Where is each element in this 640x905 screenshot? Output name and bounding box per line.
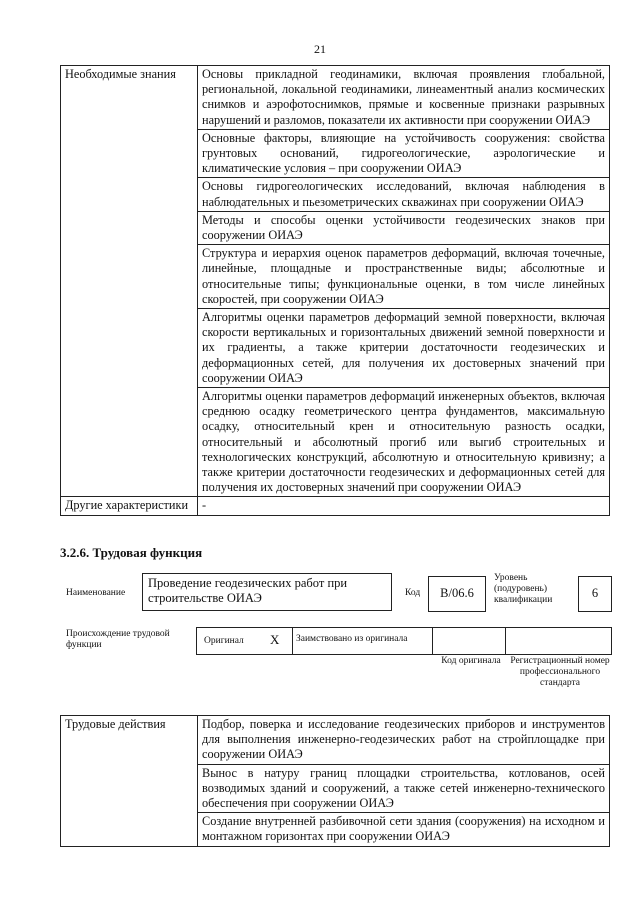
- original-label: Оригинал: [204, 636, 244, 646]
- knowledge-item: Методы и способы оценки устойчивости геодезических знаков при сооружении ОИАЭ: [198, 211, 610, 244]
- table-row: [61, 66, 610, 130]
- other-characteristics-value: -: [198, 497, 610, 515]
- code-value: В/06.6: [428, 576, 486, 612]
- knowledge-item: Основы гидрогеологических исследований, включая наблюдения в наблюдательных и пьезометрических скважинах при сооружении ОИАЭ: [198, 178, 610, 211]
- section-heading: 3.2.6. Трудовая функция: [60, 545, 203, 560]
- knowledge-item: Алгоритмы оценки параметров деформаций земной поверхности, включая скорости вертикальных и горизонтальных движений земной поверхности и их градиенты, а также критерии достаточности геодезических и деформационных сетей, для получения их достоверных значений при сооружении ОИАЭ: [198, 309, 610, 388]
- action-item: Подбор, поверка и исследование геодезических приборов и инструментов для выполнения инженерно-геодезических работ на стройплощадке при сооружении ОИАЭ: [198, 716, 610, 765]
- knowledge-label: Необходимые знания: [61, 66, 198, 497]
- original-mark: Х: [270, 632, 280, 647]
- code-original-caption: Код оригинала: [441, 656, 501, 666]
- reg-number-cell: [504, 627, 612, 655]
- knowledge-item: Структура и иерархия оценок параметров деформаций, включая точечные, линейные, площадные и пространственные виды; абсолютные и относительные типы; функциональные оценки, в том числе линейных скоростей, при сооружении ОИАЭ: [198, 245, 610, 309]
- level-label: Уровень (подуровень) квалификации: [494, 573, 553, 605]
- code-original-cell: [432, 627, 506, 655]
- table-row: [61, 497, 610, 515]
- table-row: [61, 716, 610, 765]
- action-item: Вынос в натуру границ площадки строительства, котлованов, осей возводимых зданий и сооружений, а также сетей инженерно-технического обеспечения при сооружении ОИАЭ: [198, 764, 610, 813]
- reg-number-caption: Регистрационный номер профессионального стандарта: [510, 656, 610, 688]
- knowledge-item: Основные факторы, влияющие на устойчивость сооружения: свойства грунтовых оснований, гидрогеологические, аэрологические и климатические условия – при сооружении ОИАЭ: [198, 129, 610, 178]
- name-label: Наименование: [66, 588, 126, 598]
- origin-label: Происхождение трудовой функции: [66, 629, 170, 650]
- function-name-value: Проведение геодезических работ при строительстве ОИАЭ: [142, 573, 392, 611]
- action-item: Создание внутренней разбивочной сети здания (сооружения) на исходном и монтажном горизонтах при сооружении ОИАЭ: [198, 813, 610, 846]
- level-value: 6: [578, 576, 612, 612]
- actions-table: [60, 715, 610, 847]
- actions-label: Трудовые действия: [61, 716, 198, 847]
- knowledge-table: [60, 65, 610, 516]
- code-label: Код: [405, 588, 421, 598]
- other-characteristics-label: Другие характеристики: [61, 497, 198, 515]
- knowledge-item: Основы прикладной геодинамики, включая проявления глобальной, региональной, локальной геодинамики, линеаментный анализ космических снимков и аэрофотоснимков, прямые и косвенные признаки разрывных нарушений и разломов, показатели их активности при сооружении ОИАЭ: [198, 66, 610, 130]
- borrowed-label: Заимствовано из оригинала: [296, 634, 408, 644]
- knowledge-item: Алгоритмы оценки параметров деформаций инженерных объектов, включая среднюю осадку геометрического центра фундаментов, максимальную осадку, относительный крен и относительную разность осадки, относительный и абсолютный прогиб или выгиб строительных и технологических конструкций, абсолютную и относительную кривизну; а также критерии достаточности геодезических и деформационных сетей для получения их достоверных значений при сооружении ОИАЭ: [198, 388, 610, 497]
- page-number: 21: [314, 42, 326, 56]
